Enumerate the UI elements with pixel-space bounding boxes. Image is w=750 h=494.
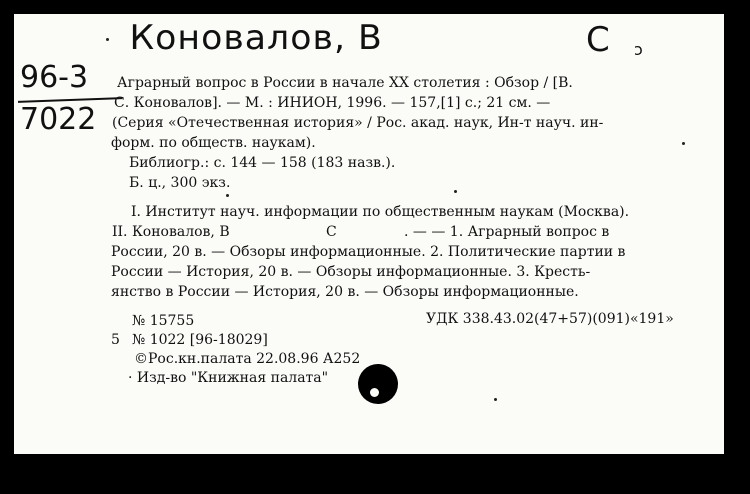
ink-blot [358, 364, 398, 404]
description-line-2: С. Коновалов]. — М. : ИНИОН, 1996. — 157,[1] с.; 21 см. — [114, 95, 551, 111]
ink-blot-hole [370, 388, 379, 397]
speck [682, 142, 685, 145]
call-number-top: 96-3 [20, 60, 89, 95]
description-line-4: форм. по обществ. наукам). [111, 135, 316, 151]
heading-line-2c: . — — 1. Аграрный вопрос в [404, 224, 610, 240]
price-note: Б. ц., 300 экз. [129, 175, 231, 191]
handwritten-author-initial: С [586, 20, 610, 60]
heading-line-4: России — История, 20 в. — Обзоры информационные. 3. Кресть- [111, 264, 591, 280]
copyright-line: ©Рос.кн.палата 22.08.96 А252 [134, 351, 361, 367]
publisher-line: · Изд-во "Книжная палата" [128, 370, 329, 386]
description-line-1: Аграрный вопрос в России в начале XX столетия : Обзор / [В. [117, 75, 573, 91]
speck [494, 398, 497, 401]
heading-line-2b: С [326, 224, 337, 240]
heading-line-5: янство в России — История, 20 в. — Обзоры информационные. [111, 284, 579, 300]
description-line-3: (Серия «Отечественная история» / Рос. акад. наук, Ин-т науч. ин- [112, 115, 604, 131]
registry-prefix: 5 [111, 332, 120, 348]
udk-code: УДК 338.43.02(47+57)(091)«191» [426, 311, 674, 327]
registry-number-2: № 1022 [96-18029] [132, 332, 268, 348]
speck [226, 194, 229, 197]
registry-number: № 15755 [132, 313, 195, 329]
heading-line-3: России, 20 в. — Обзоры информационные. 2. Политические партии в [111, 244, 626, 260]
handwritten-author-name: Коновалов, В [129, 18, 383, 58]
handwritten-small-mark: ɔ [634, 40, 643, 59]
speck [106, 38, 109, 41]
bibliography-note: Библиогр.: с. 144 — 158 (183 назв.). [129, 155, 396, 171]
speck [454, 190, 457, 193]
call-number-bottom: 7022 [20, 102, 97, 137]
catalog-card [14, 14, 724, 454]
heading-line-1: I. Институт науч. информации по общественным наукам (Москва). [131, 204, 630, 220]
heading-line-2a: II. Коновалов, В [112, 224, 230, 240]
